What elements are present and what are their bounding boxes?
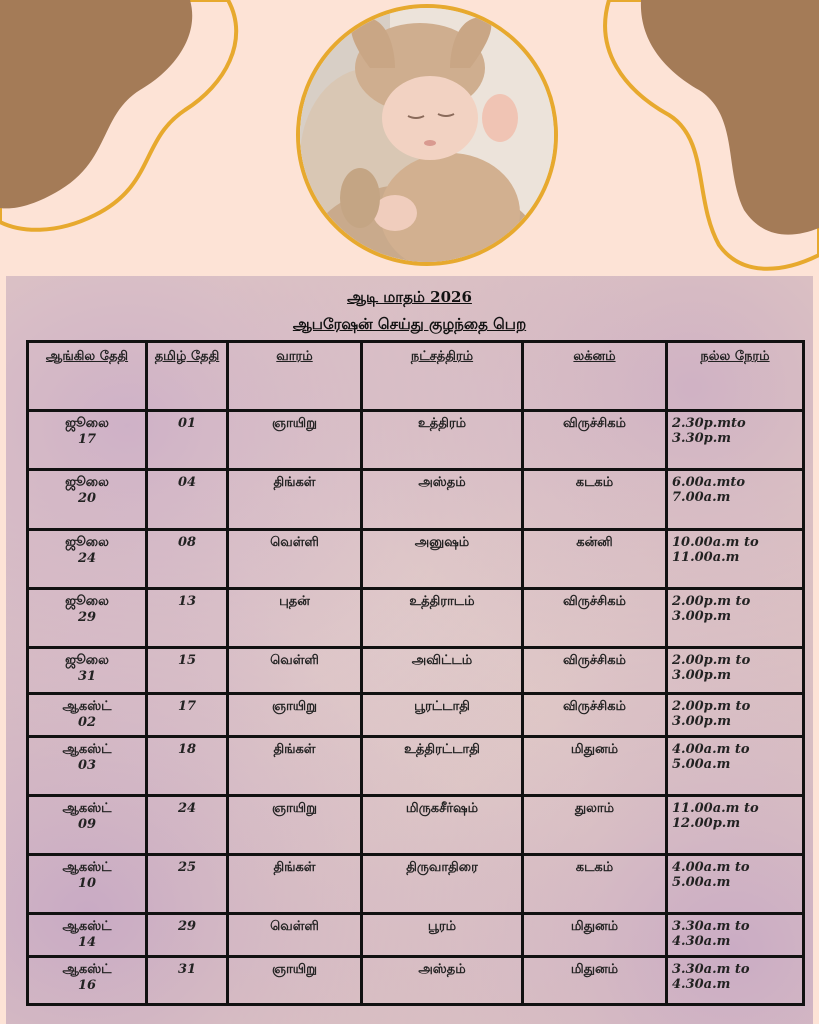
time-end-text: 5.00a.m: [672, 875, 731, 890]
day-text: 31: [77, 669, 97, 684]
time-end-text: 11.00a.m: [672, 550, 740, 565]
tamil-date-cell: [147, 855, 228, 914]
table-row: [28, 648, 804, 694]
good-time-cell: [667, 737, 804, 796]
month-text: ஆகஸ்ட்: [62, 860, 112, 875]
lagnam-cell: விருச்சிகம்: [523, 589, 667, 648]
tamil-date-cell: [147, 694, 228, 737]
tamil-date-cell: [147, 589, 228, 648]
good-time-cell: [667, 411, 804, 470]
tamil-date-cell: [147, 530, 228, 589]
star-cell: உத்திரம்: [362, 411, 523, 470]
page-title: ஆடி மாதம் 2026: [347, 288, 472, 306]
weekday-cell: ஞாயிறு: [228, 957, 362, 1005]
baby-photo: [296, 4, 558, 266]
sleeping-baby-illustration: [300, 8, 554, 262]
english-date-cell: [28, 470, 147, 530]
lagnam-cell: விருச்சிகம்: [523, 648, 667, 694]
english-date-cell: [28, 694, 147, 737]
day-text: 03: [77, 758, 97, 773]
weekday-cell: ஞாயிறு: [228, 694, 362, 737]
month-text: ஆகஸ்ட்: [62, 919, 112, 934]
time-start-text: 4.00a.m to: [672, 742, 750, 757]
lagnam-cell: மிதுனம்: [523, 957, 667, 1005]
day-text: 17: [77, 432, 97, 447]
tamil-date-text: 31: [177, 962, 197, 977]
month-text: ஜூலை: [65, 653, 109, 668]
time-start-text: 2.30p.mto: [672, 416, 746, 431]
right-decorative-blob: [599, 0, 819, 280]
time-end-text: 7.00a.m: [672, 490, 731, 505]
star-cell: பூரட்டாதி: [362, 694, 523, 737]
tamil-date-text: 17: [177, 699, 197, 714]
lagnam-cell: கன்னி: [523, 530, 667, 589]
time-end-text: 3.00p.m: [672, 668, 732, 683]
header-weekday: வாரம்: [228, 342, 362, 411]
star-cell: அனுஷம்: [362, 530, 523, 589]
tamil-date-text: 08: [177, 535, 197, 550]
table-row: [28, 957, 804, 1005]
weekday-cell: புதன்: [228, 589, 362, 648]
tamil-date-text: 29: [177, 919, 197, 934]
english-date-cell: [28, 589, 147, 648]
good-time-cell: [667, 914, 804, 957]
month-text: ஆகஸ்ட்: [62, 962, 112, 977]
tamil-date-text: 24: [177, 801, 197, 816]
auspicious-dates-card: [6, 276, 813, 1024]
table-row: [28, 411, 804, 470]
time-end-text: 4.30a.m: [672, 977, 731, 992]
star-cell: அஸ்தம்: [362, 470, 523, 530]
star-cell: அவிட்டம்: [362, 648, 523, 694]
time-end-text: 3.30p.m: [672, 431, 732, 446]
lagnam-cell: மிதுனம்: [523, 914, 667, 957]
time-start-text: 3.30a.m to: [672, 919, 750, 934]
good-time-cell: [667, 530, 804, 589]
table-row: [28, 589, 804, 648]
time-end-text: 5.00a.m: [672, 757, 731, 772]
english-date-cell: [28, 957, 147, 1005]
lagnam-cell: கடகம்: [523, 855, 667, 914]
day-text: 02: [77, 715, 97, 730]
time-start-text: 2.00p.m to: [672, 699, 751, 714]
day-text: 16: [77, 978, 97, 993]
month-text: ஜூலை: [65, 475, 109, 490]
english-date-cell: [28, 530, 147, 589]
time-start-text: 10.00a.m to: [672, 535, 759, 550]
month-text: ஆகஸ்ட்: [62, 742, 112, 757]
english-date-cell: [28, 855, 147, 914]
month-text: ஜூலை: [65, 535, 109, 550]
tamil-date-cell: [147, 737, 228, 796]
time-start-text: 3.30a.m to: [672, 962, 750, 977]
header-english-date: ஆங்கில தேதி: [28, 342, 147, 411]
day-text: 24: [77, 551, 97, 566]
weekday-cell: ஞாயிறு: [228, 411, 362, 470]
good-time-cell: [667, 855, 804, 914]
tamil-date-text: 01: [177, 416, 197, 431]
time-start-text: 11.00a.m to: [672, 801, 759, 816]
weekday-cell: வெள்ளி: [228, 914, 362, 957]
star-cell: திருவாதிரை: [362, 855, 523, 914]
english-date-cell: [28, 914, 147, 957]
star-cell: மிருகசீர்ஷம்: [362, 796, 523, 855]
lagnam-cell: விருச்சிகம்: [523, 694, 667, 737]
good-time-cell: [667, 589, 804, 648]
tamil-date-cell: [147, 914, 228, 957]
table-row: [28, 470, 804, 530]
english-date-cell: [28, 648, 147, 694]
good-time-cell: [667, 694, 804, 737]
page-subtitle: ஆபரேஷன் செய்து குழந்தை பெற: [292, 315, 527, 333]
table-row: [28, 796, 804, 855]
header-star: நட்சத்திரம்: [362, 342, 523, 411]
month-text: ஜூலை: [65, 594, 109, 609]
english-date-cell: [28, 737, 147, 796]
time-end-text: 3.00p.m: [672, 609, 732, 624]
time-start-text: 2.00p.m to: [672, 653, 751, 668]
time-start-text: 4.00a.m to: [672, 860, 750, 875]
table-header-row: [28, 342, 804, 411]
day-text: 14: [77, 935, 97, 950]
day-text: 29: [77, 610, 97, 625]
month-text: ஜூலை: [65, 416, 109, 431]
weekday-cell: திங்கள்: [228, 855, 362, 914]
schedule-table: [26, 340, 805, 1006]
table-row: [28, 694, 804, 737]
left-decorative-blob: [0, 0, 250, 240]
lagnam-cell: மிதுனம்: [523, 737, 667, 796]
star-cell: உத்திராடம்: [362, 589, 523, 648]
star-cell: பூரம்: [362, 914, 523, 957]
header-tamil-date: தமிழ் தேதி: [147, 342, 228, 411]
time-end-text: 12.00p.m: [672, 816, 741, 831]
good-time-cell: [667, 957, 804, 1005]
tamil-date-text: 13: [177, 594, 197, 609]
time-start-text: 2.00p.m to: [672, 594, 751, 609]
time-end-text: 4.30a.m: [672, 934, 731, 949]
lagnam-cell: துலாம்: [523, 796, 667, 855]
day-text: 09: [77, 817, 97, 832]
table-row: [28, 914, 804, 957]
good-time-cell: [667, 648, 804, 694]
table-row: [28, 855, 804, 914]
star-cell: அஸ்தம்: [362, 957, 523, 1005]
good-time-cell: [667, 470, 804, 530]
header-good-time: நல்ல நேரம்: [667, 342, 804, 411]
star-cell: உத்திரட்டாதி: [362, 737, 523, 796]
table-row: [28, 737, 804, 796]
weekday-cell: வெள்ளி: [228, 648, 362, 694]
weekday-cell: திங்கள்: [228, 737, 362, 796]
tamil-date-cell: [147, 470, 228, 530]
lagnam-cell: விருச்சிகம்: [523, 411, 667, 470]
table-row: [28, 530, 804, 589]
weekday-cell: ஞாயிறு: [228, 796, 362, 855]
time-end-text: 3.00p.m: [672, 714, 732, 729]
tamil-date-text: 18: [177, 742, 197, 757]
tamil-date-cell: [147, 796, 228, 855]
tamil-date-cell: [147, 411, 228, 470]
time-start-text: 6.00a.mto: [672, 475, 746, 490]
tamil-date-text: 15: [177, 653, 197, 668]
month-text: ஆகஸ்ட்: [62, 801, 112, 816]
lagnam-cell: கடகம்: [523, 470, 667, 530]
day-text: 10: [77, 876, 97, 891]
english-date-cell: [28, 411, 147, 470]
good-time-cell: [667, 796, 804, 855]
tamil-date-cell: [147, 648, 228, 694]
english-date-cell: [28, 796, 147, 855]
weekday-cell: திங்கள்: [228, 470, 362, 530]
month-text: ஆகஸ்ட்: [62, 699, 112, 714]
header-lagnam: லக்னம்: [523, 342, 667, 411]
tamil-date-cell: [147, 957, 228, 1005]
weekday-cell: வெள்ளி: [228, 530, 362, 589]
day-text: 20: [77, 491, 97, 506]
tamil-date-text: 25: [177, 860, 197, 875]
tamil-date-text: 04: [177, 475, 197, 490]
